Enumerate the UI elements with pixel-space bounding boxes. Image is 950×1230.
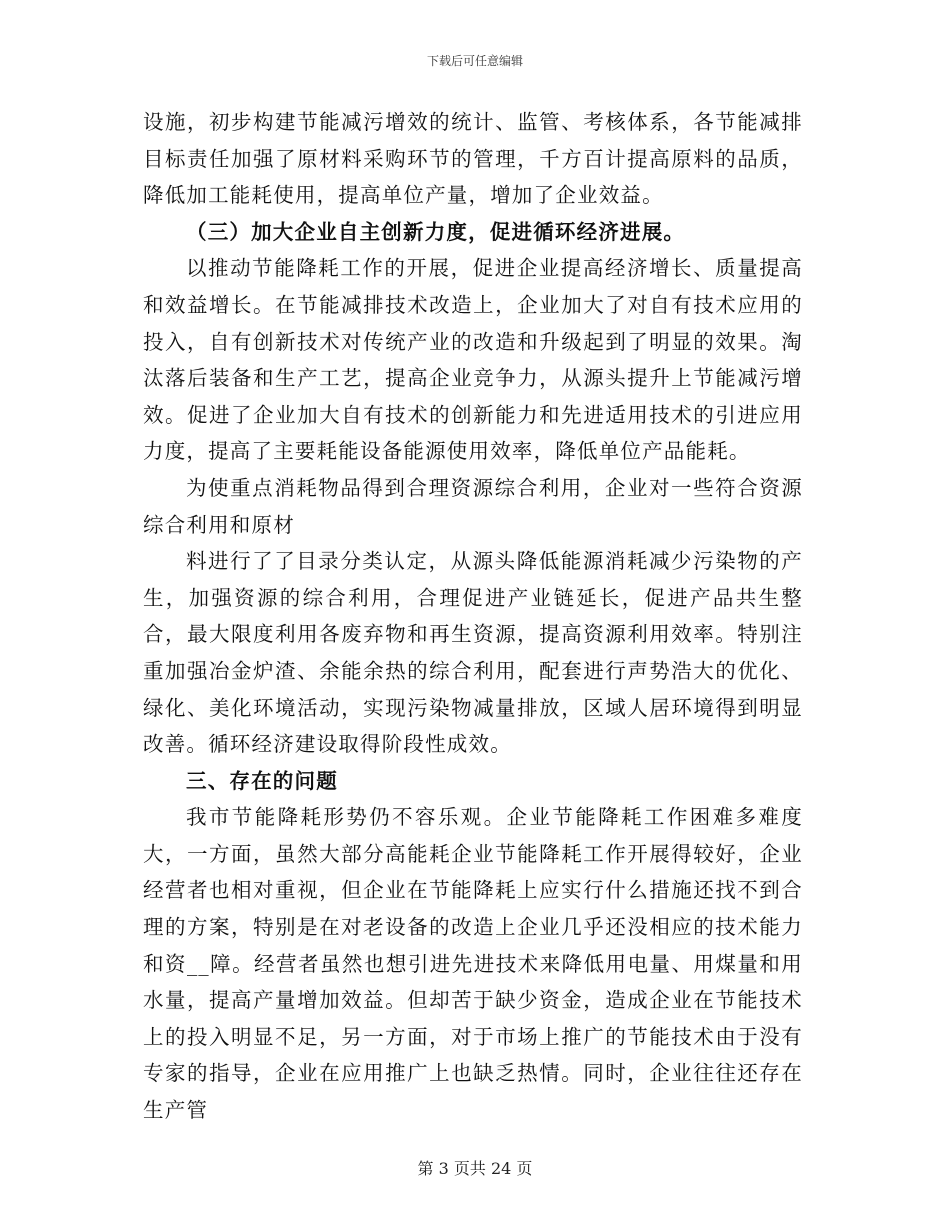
page-footer: 第 3 页共 24 页 [417, 1159, 533, 1178]
paragraph-continued-measures: 设施，初步构建节能减污增效的统计、监管、考核体系，各节能减排目标责任加强了原材料采购环节的管理，千方百计提高原料的品质，降低加工能耗使用，提高单位产量，增加了企业效益。 [143, 110, 803, 208]
page-header: 下载后可任意编辑 [426, 54, 523, 68]
section-heading-problems: 三、存在的问题 [186, 768, 338, 793]
section-heading-innovation: （三）加大企业自主创新力度，促进循环经济进展。 [186, 219, 686, 244]
paragraph-innovation: 以推动节能降耗工作的开展，促进企业提高经济增长、质量提高和效益增长。在节能减排技术改造上，企业加大了对自有技术应用的投入，自有创新技术对传统产业的改造和升级起到了明显的效果。淘汰落后装备和生产工艺，提高企业竞争力，从源头提升上节能减污增效。促进了企业加大自有技术的创新能力和先进适用技术的引进应用力度，提高了主要耗能设备能源使用效率，降低单位产品能耗。 [143, 256, 803, 464]
document-body [143, 104, 803, 1129]
paragraph-problems: 我市节能降耗形势仍不容乐观。企业节能降耗工作困难多难度大，一方面，虽然大部分高能耗企业节能降耗工作开展得较好，企业经营者也相对重视，但企业在节能降耗上应实行什么措施还找不到合理的方案，特别是在对老设备的改造上企业几乎还没相应的技术能力和资__障。经营者虽然也想引进先进技术来降低用电量、用煤量和用水量，提高产量增加效益。但却苦于缺少资金，造成企业在节能技术上的投入明显不足，另一方面，对于市场上推广的节能技术由于没有专家的指导，企业在应用推广上也缺乏热情。同时，企业往往还存在生产管 [143, 805, 803, 1123]
paragraph-resource-utilization-continued: 料进行了了目录分类认定，从源头降低能源消耗减少污染物的产生，加强资源的综合利用，合理促进产业链延长，促进产品共生整合，最大限度利用各废弃物和再生资源，提高资源利用效率。特别注重加强冶金炉渣、余能余热的综合利用，配套进行声势浩大的优化、绿化、美化环境活动，实现污染物减量排放，区域人居环境得到明显改善。循环经济建设取得阶段性成效。 [143, 549, 803, 757]
paragraph-resource-utilization: 为使重点消耗物品得到合理资源综合利用，企业对一些符合资源综合利用和原材 [143, 475, 803, 537]
